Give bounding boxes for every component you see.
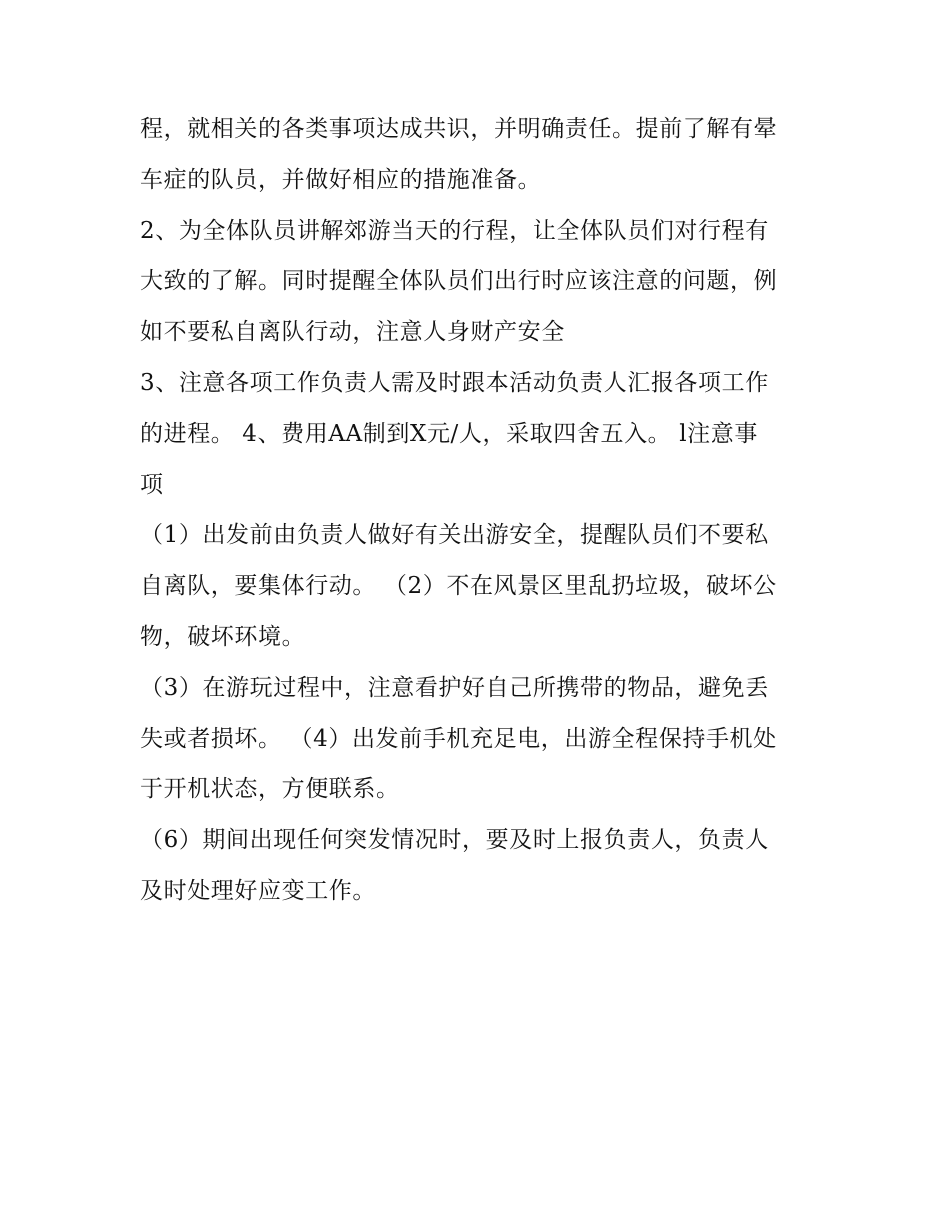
text-line-14: 于开机状态，方便联系。 — [140, 776, 400, 803]
text-line-15: （6）期间出现任何突发情况时，要及时上报负责人，负责人 — [140, 827, 769, 854]
text-line-5: 如不要私自离队行动，注意人身财产安全 — [140, 319, 565, 346]
text-line-8: 项 — [140, 471, 164, 498]
text-line-3: 2、为全体队员讲解郊游当天的行程，让全体队员们对行程有 — [140, 217, 769, 244]
text-line-16: 及时处理好应变工作。 — [140, 877, 376, 904]
text-line-1: 程，就相关的各类事项达成共识，并明确责任。提前了解有晕 — [140, 116, 778, 142]
text-line-10: 自离队，要集体行动。 （2）不在风景区里乱扔垃圾，破坏公 — [140, 573, 777, 600]
text-line-2: 车症的队员，并做好相应的措施准备。 — [140, 166, 542, 193]
text-line-11: 物，破坏环境。 — [140, 623, 306, 650]
text-line-6: 3、注意各项工作负责人需及时跟本活动负责人汇报各项工作 — [140, 369, 769, 396]
text-line-4: 大致的了解。同时提醒全体队员们出行时应该注意的问题，例 — [140, 268, 778, 295]
text-line-7: 的进程。 4、费用AA制到X元/人，采取四舍五入。 l注意事 — [140, 420, 758, 447]
body-text — [140, 104, 820, 917]
text-line-13: 失或者损坏。 （4）出发前手机充足电，出游全程保持手机处 — [140, 725, 777, 752]
text-line-9: （1）出发前由负责人做好有关出游安全，提醒队员们不要私 — [140, 522, 769, 549]
text-line-12: （3）在游玩过程中，注意看护好自己所携带的物品，避免丢 — [140, 674, 769, 701]
